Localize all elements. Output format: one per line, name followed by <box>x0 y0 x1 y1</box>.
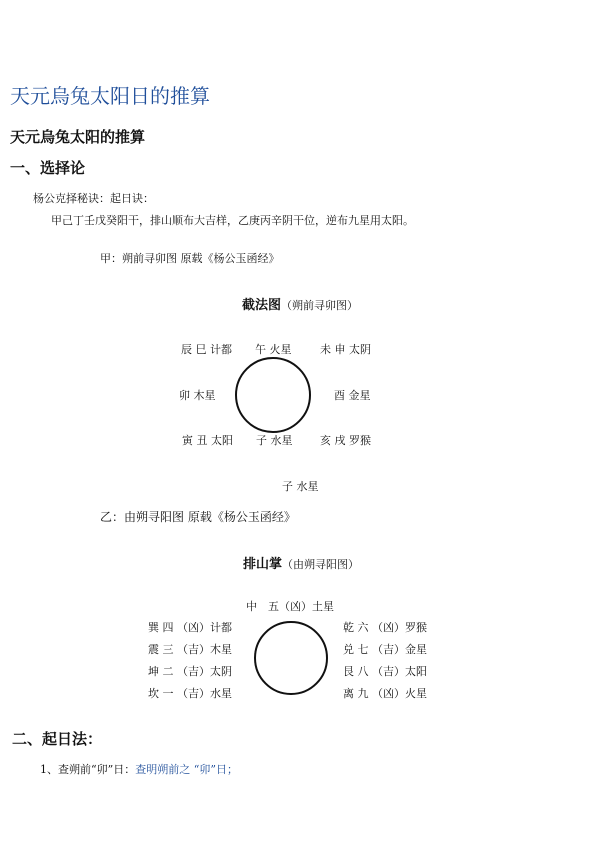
rule-1-line <box>40 761 238 777</box>
diagram-1-below: 子 水星 <box>282 480 319 493</box>
diagram-2-left-1: 巽 四 （凶）计都 <box>148 621 232 634</box>
rule-1-link[interactable]: 查明朔前之 “卯”日； <box>135 763 238 776</box>
caption-a: 甲：朔前寻卯图 原载《杨公玉函经》 <box>100 252 280 265</box>
diagram-1-circle <box>235 357 311 433</box>
section-1-heading: 一、选择论 <box>10 159 86 177</box>
diagram-2-right-1: 乾 六 （凶）罗猴 <box>343 621 427 634</box>
intro-line: 杨公克择秘诀：起日诀： <box>33 192 154 205</box>
section-2-heading: 二、起日法： <box>12 730 103 748</box>
diagram-1-mid-left: 卯 木星 <box>179 389 216 402</box>
diagram-1-mid-right: 酉 金星 <box>334 389 371 402</box>
diagram-2-title: 排山掌 <box>243 557 283 572</box>
diagram-1-title: 截法图 <box>242 298 282 313</box>
diagram-1-bot-right: 亥 戌 罗猴 <box>320 434 371 447</box>
verse-line: 甲己丁壬戊癸阳干，排山顺布大吉样，乙庚丙辛阴干位，逆布九星用太阳。 <box>51 214 414 227</box>
diagram-2-right-2: 兑 七 （吉）金星 <box>343 643 427 656</box>
diagram-2-subtitle: （由朔寻阳图） <box>282 558 360 571</box>
caption-b: 乙：由朔寻阳图 原载《杨公玉函经》 <box>100 510 296 524</box>
diagram-2-right-4: 离 九 （凶）火星 <box>343 687 427 700</box>
diagram-2-top: 中 五（凶）土星 <box>246 600 334 613</box>
diagram-1-bot-center: 子 水星 <box>256 434 293 447</box>
diagram-1-title-row <box>242 294 358 313</box>
diagram-2-left-4: 坎 一 （吉）水星 <box>148 687 232 700</box>
subtitle-heading: 天元烏兔太阳的推算 <box>10 128 146 146</box>
diagram-2-circle <box>254 621 328 695</box>
page-title: 天元烏兔太阳日的推算 <box>10 84 210 108</box>
diagram-1-bot-left: 寅 丑 太阳 <box>182 434 233 447</box>
diagram-2-title-row <box>243 553 359 572</box>
diagram-2-left-3: 坤 二 （吉）太阴 <box>148 665 232 678</box>
diagram-2-right-3: 艮 八 （吉）太阳 <box>343 665 427 678</box>
diagram-1-top-left: 辰 巳 计都 <box>181 343 232 356</box>
diagram-1-top-right: 未 申 太阴 <box>320 343 371 356</box>
rule-1-prefix: 1、查朔前“卯”日： <box>40 763 136 776</box>
diagram-1-top-center: 午 火星 <box>255 343 292 356</box>
diagram-2-left-2: 震 三 （吉）木星 <box>148 643 232 656</box>
diagram-1-subtitle: （朔前寻卯图） <box>281 299 359 312</box>
